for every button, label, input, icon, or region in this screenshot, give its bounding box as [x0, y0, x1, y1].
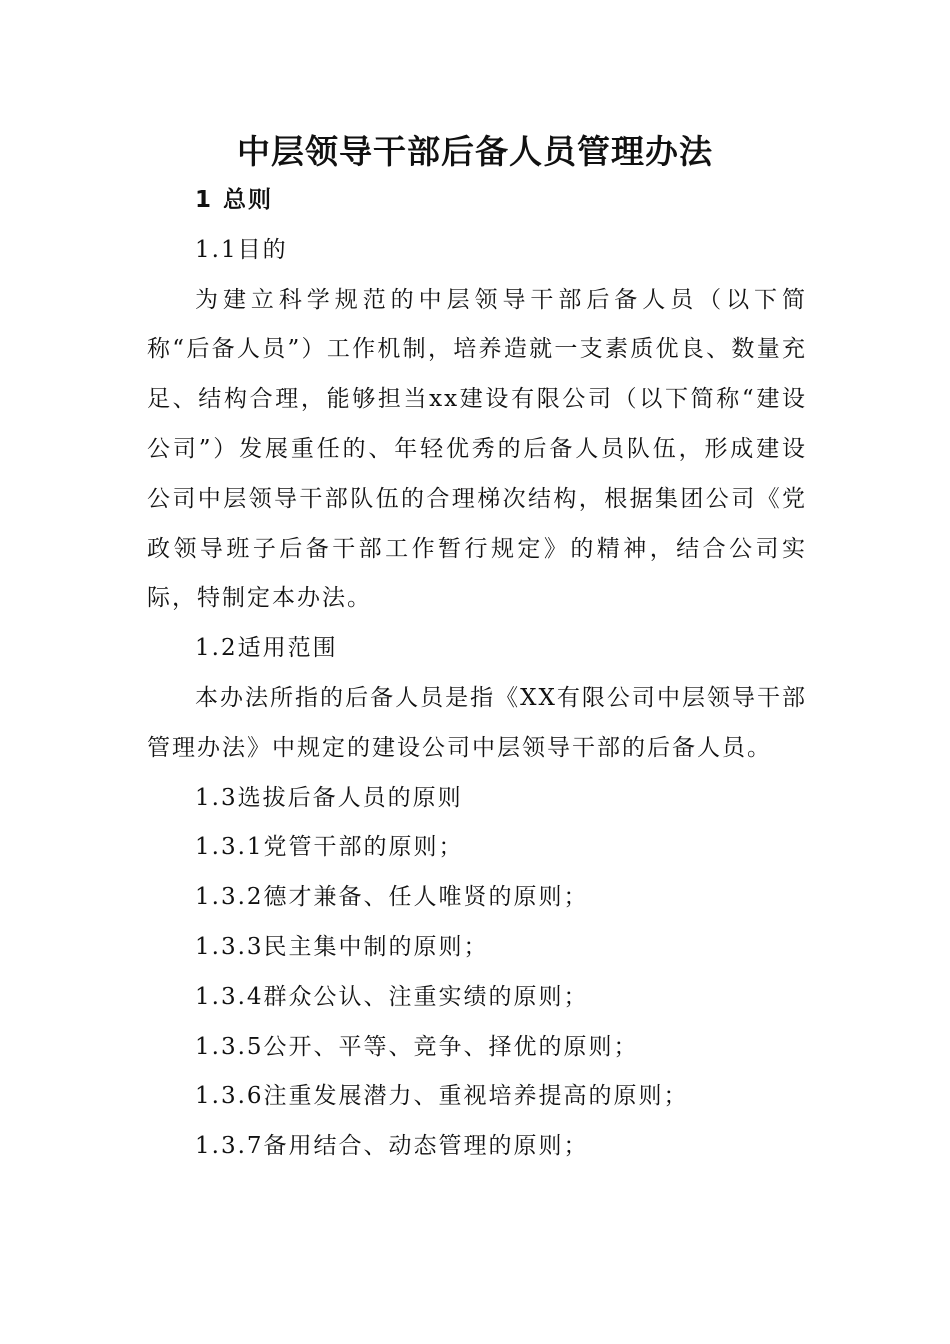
- subsection-heading: 1.3选拔后备人员的原则: [195, 784, 463, 811]
- document-body: [147, 176, 807, 1172]
- subsection-heading: 1.1目的: [195, 236, 288, 263]
- paragraph: 为建立科学规范的中层领导干部后备人员（以下简称“后备人员”）工作机制，培养造就一支素质优良、数量充足、结构合理，能够担当xx建设有限公司（以下简称“建设公司”）发展重任的、年轻优秀的后备人员队伍，形成建设公司中层领导干部队伍的合理梯次结构，根据集团公司《党政领导班子后备干部工作暂行规定》的精神，结合公司实际，特制定本办法。: [147, 286, 807, 612]
- principle-item: 1.3.4群众公认、注重实绩的原则；: [195, 983, 589, 1010]
- principle-item: 1.3.6注重发展潜力、重视培养提高的原则；: [195, 1083, 689, 1110]
- document-title: 中层领导干部后备人员管理办法: [237, 132, 713, 171]
- principle-item: 1.3.7备用结合、动态管理的原则；: [195, 1133, 589, 1160]
- principle-item: 1.3.1党管干部的原则；: [195, 834, 464, 861]
- subsection-heading: 1.2适用范围: [195, 635, 338, 662]
- paragraph: 本办法所指的后备人员是指《XX有限公司中层领导干部管理办法》中规定的建设公司中层领导干部的后备人员。: [147, 684, 807, 761]
- principle-item: 1.3.5公开、平等、竞争、择优的原则；: [195, 1033, 639, 1060]
- principle-item: 1.3.2德才兼备、任人唯贤的原则；: [195, 884, 589, 911]
- section-heading: 1 总则: [195, 187, 274, 213]
- principle-item: 1.3.3民主集中制的原则；: [195, 933, 489, 960]
